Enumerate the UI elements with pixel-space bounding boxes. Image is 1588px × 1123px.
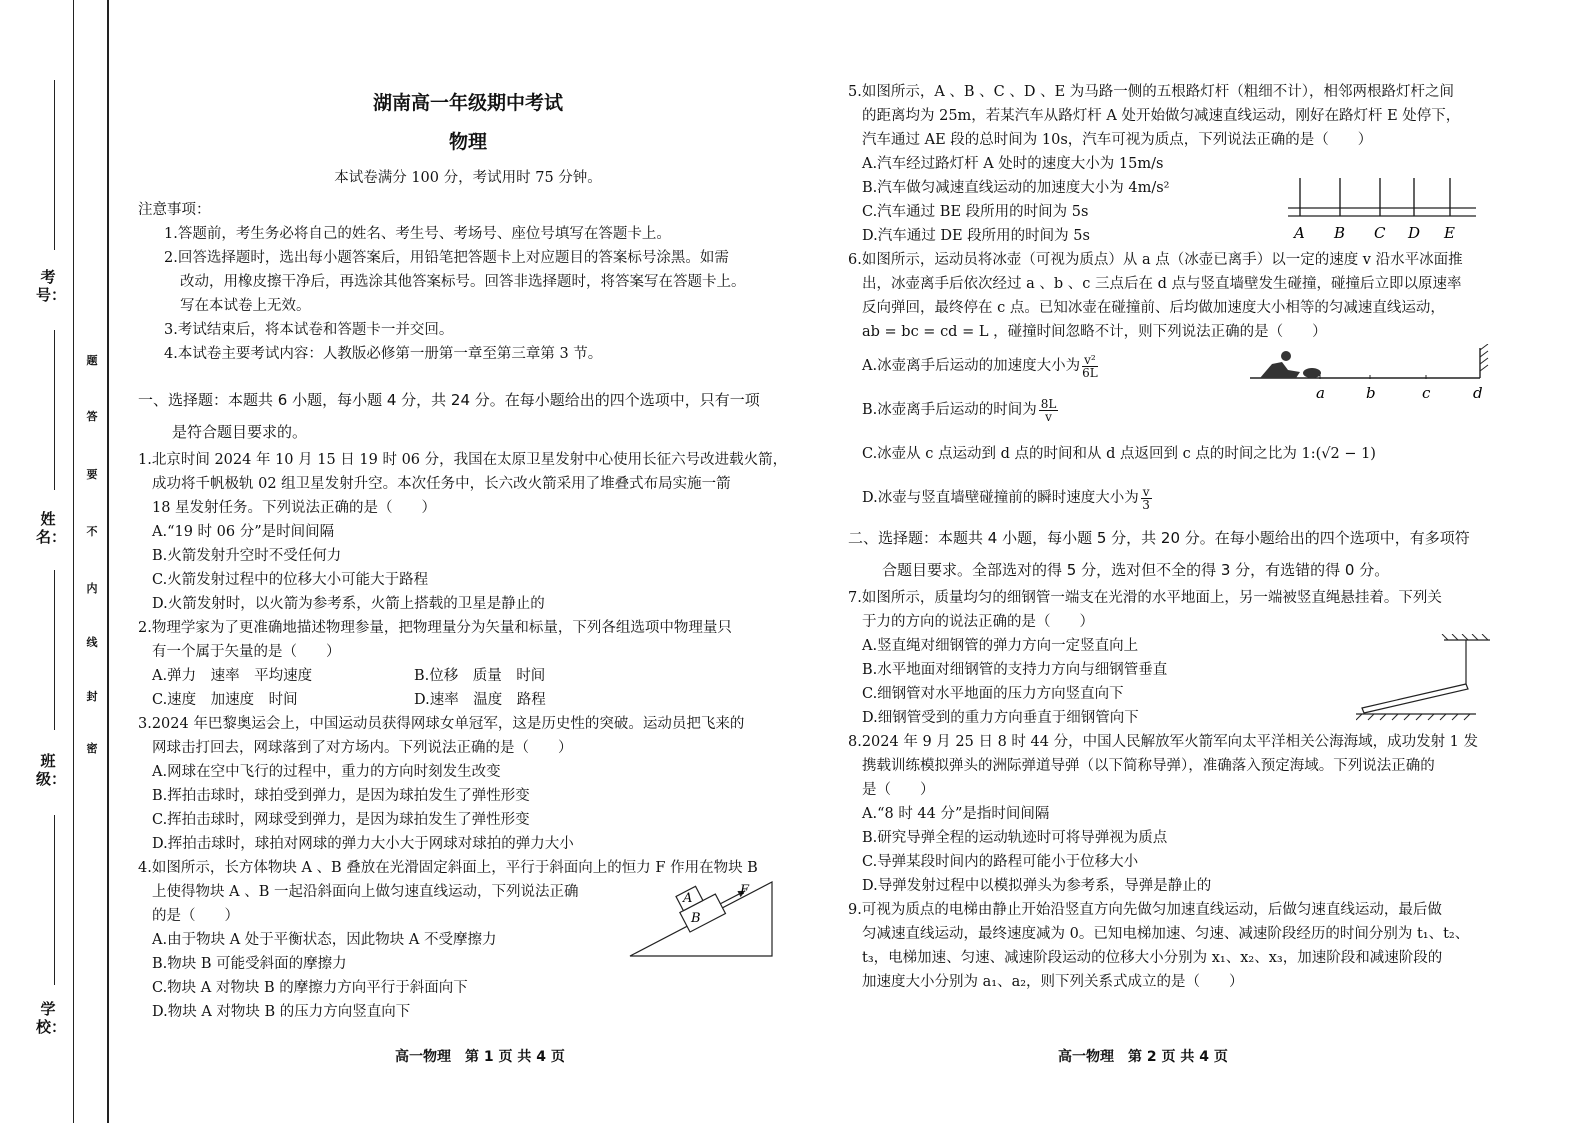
question-9	[848, 898, 1508, 994]
wall-hatch	[1480, 358, 1488, 364]
fraction-denominator: 3	[1142, 497, 1150, 512]
option: B.挥拍击球时，球拍受到弹力，是因为球拍发生了弹性形变	[152, 788, 530, 804]
ground-hatch	[1428, 714, 1434, 720]
athlete	[1260, 362, 1300, 378]
question-line: 9.可视为质点的电梯由静止开始沿竖直方向先做匀加速直线运动，后做匀速直线运动，最后做	[848, 902, 1442, 918]
option: A.竖直绳对细钢管的弹力方向一定竖直向上	[862, 638, 1139, 654]
question-line: 汽车通过 AE 段的总时间为 10s，汽车可视为质点，下列说法正确的是（ ）	[862, 132, 1373, 148]
question-line: 8.2024 年 9 月 25 日 8 时 44 分，中国人民解放军火箭军向太平洋相关公海海域，成功发射 1 发	[848, 734, 1479, 750]
question-line: 上使得物块 A 、B 一起沿斜面向上做匀速直线运动，下列说法正确	[152, 884, 579, 900]
ceiling-hatch	[1462, 634, 1468, 640]
question-line: 3.2024 年巴黎奥运会上，中国运动员获得网球女单冠军，这是历史性的突破。运动员把飞来的	[138, 716, 745, 732]
exam-meta: 本试卷满分 100 分，考试用时 75 分钟。	[334, 170, 602, 186]
post-label-e: E	[1444, 224, 1455, 242]
subject-title: 物理	[448, 131, 487, 153]
option: B.位移 质量 时间	[414, 668, 546, 684]
question-line: 7.如图所示，质量均匀的细钢管一端支在光滑的水平地面上，另一端被竖直绳悬挂着。下列关	[848, 590, 1442, 606]
label-a: A	[683, 891, 693, 906]
option: A.网球在空中飞行的过程中，重力的方向时刻发生改变	[152, 764, 501, 780]
option-row	[138, 664, 798, 688]
question-line: 出，冰壶离手后依次经过 a 、b 、c 三点后在 d 点与竖直墙壁发生碰撞，碰撞后立即以原速率	[862, 276, 1462, 292]
gutter-line-outer	[73, 0, 74, 1123]
name-label: 姓名：	[36, 510, 67, 546]
note-item: 改动，用橡皮擦干净后，再选涂其他答案标号。回答非选择题时，将答案写在答题卡上。	[180, 274, 746, 290]
question-2	[138, 616, 798, 712]
option: C.火箭发射过程中的位移大小可能大于路程	[152, 572, 429, 588]
right-column	[848, 80, 1508, 994]
ceiling-hatch	[1452, 634, 1458, 640]
question-line: t₃，电梯加速、匀速、减速阶段运动的位移大小分别为 x₁、x₂、x₃，加速阶段和减速阶段的	[862, 950, 1443, 966]
ground-hatch	[1392, 714, 1398, 720]
exam-no-label: 考号：	[36, 268, 67, 304]
option	[848, 476, 1508, 520]
ceiling-hatch	[1482, 634, 1488, 640]
fraction-denominator: v	[1045, 409, 1052, 424]
section1-line: 一、选择题：本题共 6 小题，每小题 4 分，共 24 分。在每小题给出的四个选项中，只有一项	[138, 391, 760, 409]
option-text: C.冰壶从 c 点运动到 d 点的时间和从 d 点返回到 c 点的时间之比为 1:(√2 − 1)	[862, 446, 1376, 462]
section2-heading	[848, 522, 1508, 586]
question-line: 是（ ）	[862, 782, 935, 798]
question-line: 4.如图所示，长方体物块 A 、B 叠放在光滑固定斜面上，平行于斜面向上的恒力 F 作用在物块 B	[138, 860, 758, 876]
note-item: 2.回答选择题时，选出每小题答案后，用铅笔把答题卡上对应题目的答案标号涂黑。如需	[164, 250, 729, 266]
post-label-b: B	[1334, 224, 1346, 242]
seal-char: 要	[86, 468, 98, 481]
curling-stone	[1303, 368, 1321, 378]
option: C.速度 加速度 时间	[152, 692, 298, 708]
gutter-line-inner	[107, 0, 109, 1123]
question-3	[138, 712, 798, 856]
ceiling-hatch	[1442, 634, 1448, 640]
question-line: 成功将千帆极轨 02 组卫星发射升空。本次任务中，长六改火箭采用了堆叠式布局实施一箭	[152, 476, 731, 492]
option: A.“8 时 44 分”是指时间间隔	[862, 806, 1050, 822]
option-text: A.冰壶离手后运动的加速度大小为	[862, 358, 1081, 374]
option: D.火箭发射时，以火箭为参考系，火箭上搭载的卫星是静止的	[152, 596, 545, 612]
ground-hatch	[1440, 714, 1446, 720]
option: D.细钢管受到的重力方向垂直于细钢管向下	[862, 710, 1139, 726]
option: A.“19 时 06 分”是时间间隔	[152, 524, 335, 540]
question-line: 的距离均为 25m，若某汽车从路灯杆 A 处开始做匀减速直线运动，刚好在路灯杆 E 处停下，	[862, 108, 1461, 124]
wall-hatch	[1480, 344, 1488, 350]
seal-char: 不	[86, 525, 98, 538]
left-column	[138, 80, 798, 1024]
point-label-d: d	[1473, 384, 1483, 402]
seal-char: 答	[86, 410, 98, 423]
option-row	[138, 688, 798, 712]
question-4	[138, 856, 798, 1024]
page-footer-right: 高一物理 第 2 页 共 4 页	[1058, 1049, 1228, 1065]
notes-title: 注意事项：	[138, 202, 211, 218]
ground-hatch	[1464, 714, 1470, 720]
class-fill-line	[54, 570, 55, 730]
ground-hatch	[1452, 714, 1458, 720]
seal-char: 题	[86, 354, 98, 367]
post-label-d: D	[1408, 224, 1421, 242]
question-5	[848, 80, 1508, 248]
section2-line: 合题目要求。全部选对的得 5 分，选对但不全的得 3 分，有选错的得 0 分。	[882, 561, 1390, 579]
lamp-posts-figure	[1286, 176, 1486, 246]
ceiling-hatch	[1472, 634, 1478, 640]
option: A.汽车经过路灯杆 A 处时的速度大小为 15m/s	[862, 156, 1164, 172]
option: D.汽车通过 DE 段所用的时间为 5s	[862, 228, 1090, 244]
question-6	[848, 248, 1508, 520]
option-text: B.冰壶离手后运动的时间为	[862, 402, 1037, 418]
athlete-head	[1281, 351, 1291, 361]
question-line: 的是（ ）	[152, 908, 239, 924]
option: C.汽车通过 BE 段所用的时间为 5s	[862, 204, 1089, 220]
label-f: F	[740, 883, 750, 898]
steel-pipe	[1362, 684, 1468, 713]
section2-line: 二、选择题：本题共 4 小题，每小题 5 分，共 20 分。在每小题给出的四个选项中，有多项符	[848, 529, 1470, 547]
note-item: 3.考试结束后，将本试卷和答题卡一并交回。	[164, 322, 454, 338]
fraction-denominator: 6L	[1082, 365, 1098, 380]
option: D.物块 A 对物块 B 的压力方向竖直向下	[152, 1004, 411, 1020]
post-label-c: C	[1374, 224, 1386, 242]
seal-char: 封	[86, 690, 98, 703]
question-line: 6.如图所示，运动员将冰壶（可视为质点）从 a 点（冰壶已离手）以一定的速度 v 沿水平冰面推	[848, 252, 1463, 268]
option: B.火箭发射升空时不受任何力	[152, 548, 342, 564]
question-7	[848, 586, 1508, 730]
option-text: D.冰壶与竖直墙壁碰撞前的瞬时速度大小为	[862, 490, 1139, 506]
section1-heading	[138, 384, 798, 448]
ground-hatch	[1416, 714, 1422, 720]
fraction-numerator: v	[1142, 484, 1150, 499]
note-item: 写在本试卷上无效。	[180, 298, 311, 314]
option: D.挥拍击球时，球拍对网球的弹力大小大于网球对球拍的弹力大小	[152, 836, 574, 852]
exam-no-fill-line	[54, 80, 55, 250]
question-1	[138, 448, 798, 616]
option: B.物块 B 可能受斜面的摩擦力	[152, 956, 347, 972]
label-b: B	[691, 911, 701, 926]
option: C.细钢管对水平地面的压力方向竖直向下	[862, 686, 1124, 702]
question-line: 2.物理学家为了更准确地描述物理参量，把物理量分为矢量和标量，下列各组选项中物理量只	[138, 620, 732, 636]
option: C.挥拍击球时，网球受到弹力，是因为球拍发生了弹性形变	[152, 812, 530, 828]
ground-hatch	[1368, 714, 1374, 720]
question-line: 网球击打回去，网球落到了对方场内。下列说法正确的是（ ）	[152, 740, 573, 756]
option: D.速率 温度 路程	[414, 692, 546, 708]
question-line: 1.北京时间 2024 年 10 月 15 日 19 时 06 分，我国在太原卫星发射中心使用长征六号改进载火箭，	[138, 452, 788, 468]
fraction	[1039, 398, 1059, 423]
option: B.研究导弹全程的运动轨迹时可将导弹视为质点	[862, 830, 1168, 846]
seal-char: 线	[86, 636, 98, 649]
question-line: 加速度大小分别为 a₁、a₂，则下列关系式成立的是（ ）	[862, 974, 1244, 990]
question-line: 有一个属于矢量的是（ ）	[152, 644, 341, 660]
steel-pipe-figure	[1356, 634, 1506, 730]
question-line: 匀减速直线运动，最终速度减为 0。已知电梯加速、匀速、减速阶段经历的时间分别为 t₁、t₂、	[862, 926, 1470, 942]
note-item: 4.本试卷主要考试内容：人教版必修第一册第一章至第三章第 3 节。	[164, 346, 603, 362]
option: B.水平地面对细钢管的支持力方向与细钢管垂直	[862, 662, 1168, 678]
section1-line: 是符合题目要求的。	[172, 423, 308, 441]
question-line: 18 星发射任务。下列说法正确的是（ ）	[152, 500, 437, 516]
option: C.导弹某段时间内的路程可能小于位移大小	[862, 854, 1139, 870]
question-8	[848, 730, 1508, 898]
point-label-a: a	[1316, 384, 1325, 402]
wall-hatch	[1480, 365, 1488, 371]
page-footer-left: 高一物理 第 1 页 共 4 页	[395, 1049, 565, 1065]
point-label-c: c	[1422, 384, 1431, 402]
school-fill-line	[54, 815, 55, 985]
wall-hatch	[1480, 351, 1488, 357]
ground-hatch	[1404, 714, 1410, 720]
question-line: ab = bc = cd = L ，碰撞时间忽略不计，则下列说法正确的是（ ）	[862, 324, 1327, 340]
fraction	[1141, 486, 1152, 511]
question-line: 携载训练模拟弹头的洲际弹道导弹（以下简称导弹），准确落入预定海域。下列说法正确的	[862, 758, 1435, 774]
option: B.汽车做匀减速直线运动的加速度大小为 4m/s²	[862, 180, 1170, 196]
question-line: 反向弹回，最终停在 c 点。已知冰壶在碰撞前、后均做加速度大小相等的匀减速直线运动，	[862, 300, 1445, 316]
option: C.物块 A 对物块 B 的摩擦力方向平行于斜面向下	[152, 980, 468, 996]
post-label-a: A	[1294, 224, 1305, 242]
option	[848, 432, 1508, 476]
fraction-numerator: v²	[1084, 352, 1096, 367]
question-line: 于力的方向的说法正确的是（ ）	[862, 614, 1094, 630]
question-line: 5.如图所示，A 、B 、C 、D 、E 为马路一侧的五根路灯杆（粗细不计），相邻两根路灯杆之间	[848, 84, 1455, 100]
option: D.导弹发射过程中以模拟弹头为参考系，导弹是静止的	[862, 878, 1212, 894]
ground-hatch	[1380, 714, 1386, 720]
curling-figure	[1248, 344, 1498, 404]
exam-title: 湖南高一年级期中考试	[372, 92, 563, 114]
seal-char: 内	[86, 582, 98, 595]
fraction	[1082, 354, 1098, 379]
note-item: 1.答题前，考生务必将自己的姓名、考生号、考场号、座位号填写在答题卡上。	[164, 226, 671, 242]
fraction-numerator: 8L	[1040, 396, 1057, 411]
incline-figure	[626, 878, 786, 960]
name-fill-line	[54, 330, 55, 490]
seal-char: 密	[86, 742, 98, 755]
ground-hatch	[1356, 714, 1362, 720]
school-label: 学校：	[36, 1000, 67, 1036]
option: A.弹力 速率 平均速度	[152, 668, 313, 684]
option: A.由于物块 A 处于平衡状态，因此物块 A 不受摩擦力	[152, 932, 497, 948]
point-label-b: b	[1366, 384, 1376, 402]
class-label: 班级：	[36, 752, 67, 788]
